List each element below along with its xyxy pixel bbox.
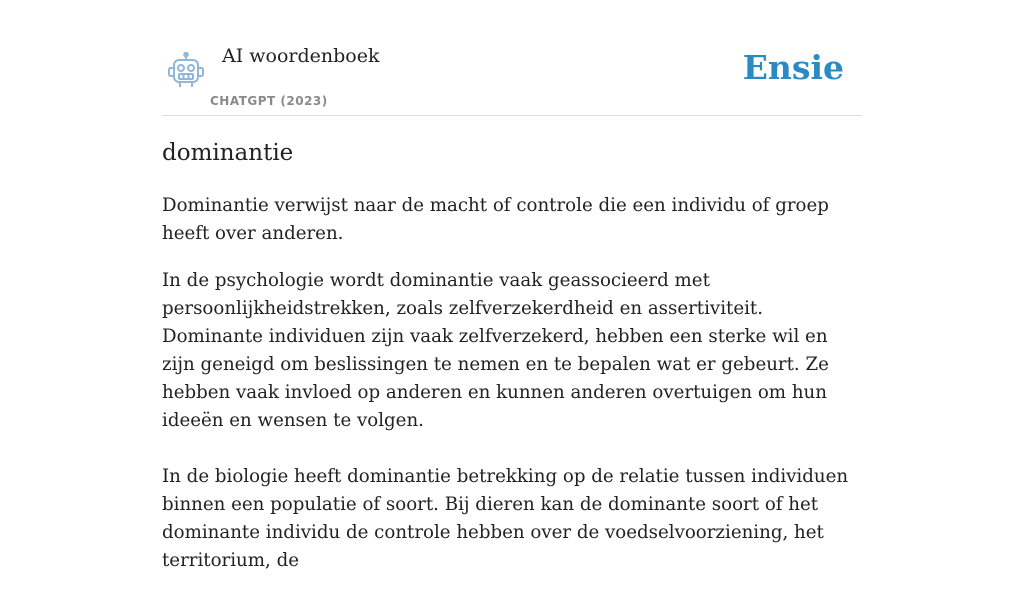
definition-paragraph: In de biologie heeft dominantie betrekking op de relatie tussen individuen binnen een populatie of soort. Bij dieren kan de dominante soort of het dominante individu de controle hebben over de voedselvoorziening, het territorium, de xyxy=(162,466,849,571)
robot-icon xyxy=(166,52,206,90)
page-container xyxy=(162,0,862,571)
definition-paragraph: Dominantie verwijst naar de macht of controle die een individu of groep heeft over anderen. xyxy=(162,195,829,244)
entry-header xyxy=(162,0,862,116)
source-meta: CHATGPT (2023) xyxy=(210,94,328,108)
entry-term: dominantie xyxy=(162,140,294,166)
source-name[interactable]: AI woordenboek xyxy=(222,45,380,67)
definition-body xyxy=(162,192,862,594)
ensie-logo[interactable]: Ensie xyxy=(742,48,844,87)
definition-paragraph: In de psychologie wordt dominantie vaak geassocieerd met persoonlijkheidstrekken, zoals zelfverzekerdheid en assertiviteit. Dominante individuen zijn vaak zelfverzekerd, hebben een sterke wil en zijn geneigd om beslissingen te nemen en te bepalen wat er gebeurt. Ze hebben vaak invloed op anderen en kunnen anderen overtuigen om hun ideeën en wensen te volgen. xyxy=(162,270,829,431)
